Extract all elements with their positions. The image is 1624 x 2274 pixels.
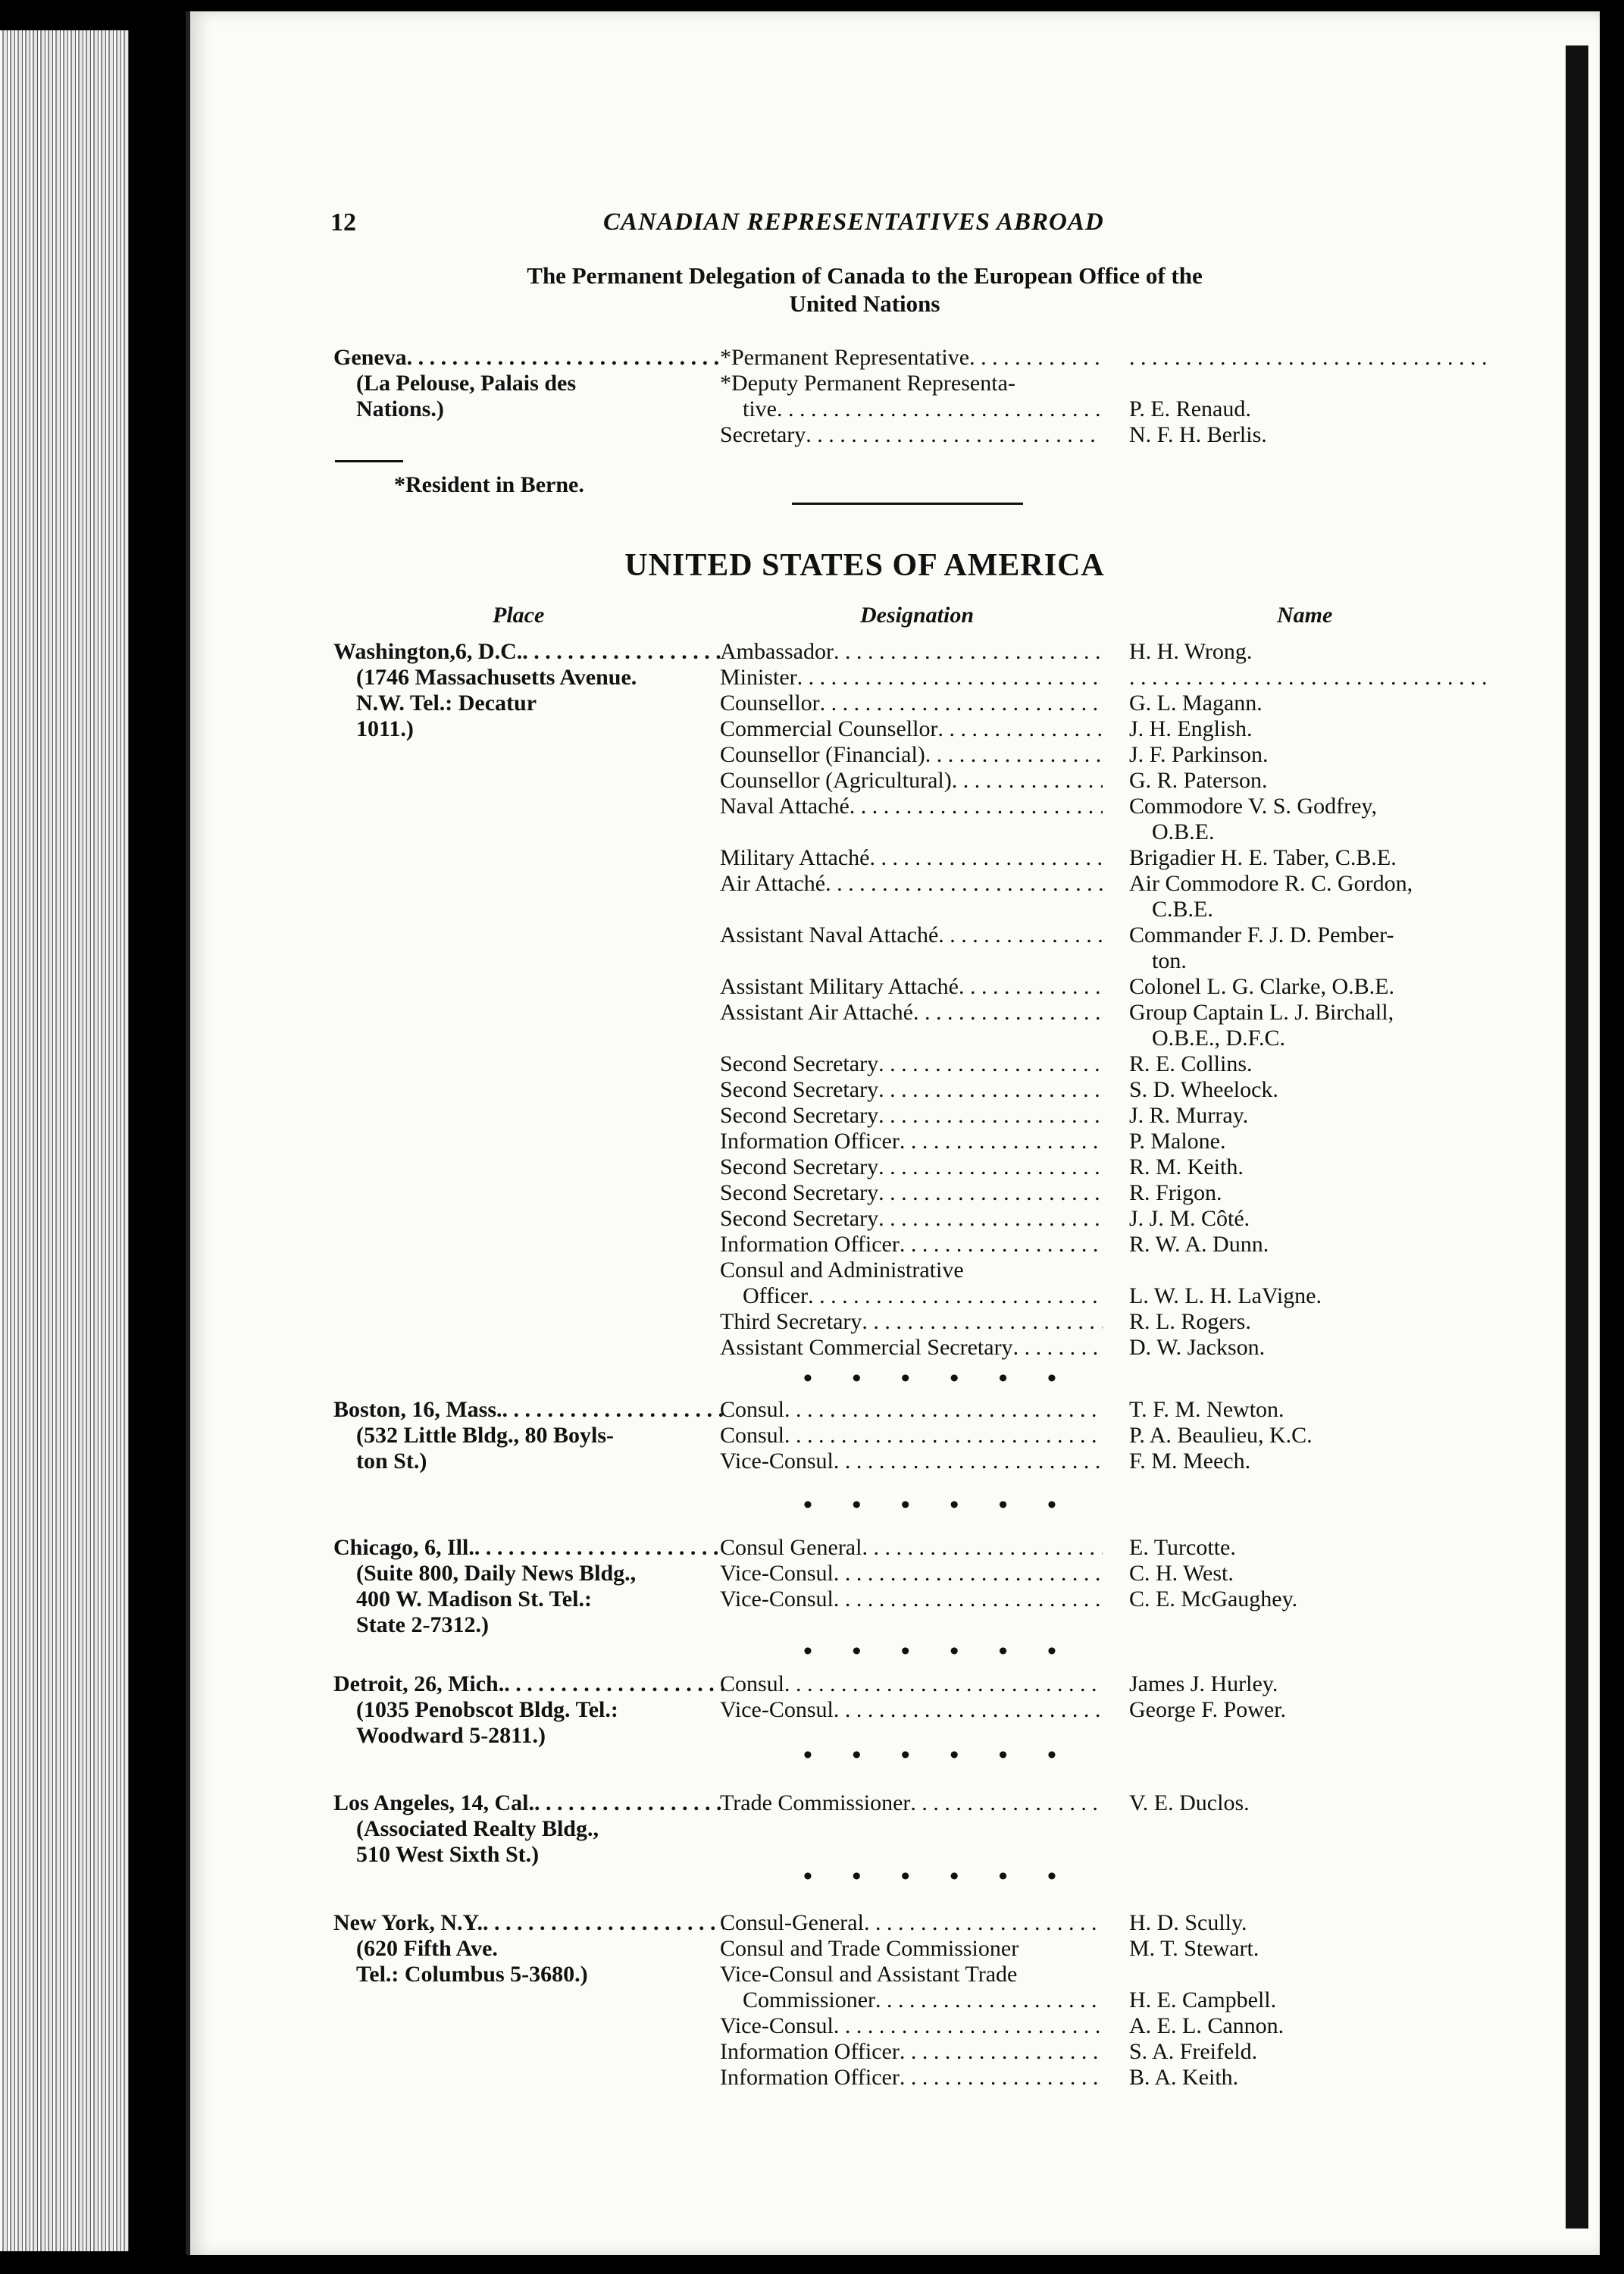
office-address-line: (1746 Massachusetts Avenue. — [356, 665, 637, 690]
designation: Vice-Consul . . . — [720, 1449, 1103, 1474]
person-name: D. W. Jackson. — [1129, 1335, 1266, 1360]
person-name: H. E. Campbell. — [1129, 1987, 1277, 2012]
footnote-rule — [335, 460, 403, 462]
designation: *Permanent Representative . . . — [720, 345, 1103, 371]
page-shadow-edge — [1566, 45, 1588, 2229]
office-place: Detroit, 26, Mich. . . . — [333, 1671, 724, 1697]
country-heading: UNITED STATES OF AMERICA — [624, 548, 1105, 583]
person-name: Group Captain L. J. Birchall, — [1129, 1000, 1394, 1025]
office-address-line: (1035 Penobscot Bldg. Tel.: — [356, 1697, 618, 1722]
designation: Trade Commissioner . . . — [720, 1790, 1103, 1816]
designation: Assistant Commercial Secretary . . . — [720, 1335, 1103, 1361]
person-name: R. W. A. Dunn. — [1129, 1232, 1269, 1257]
footnote: *Resident in Berne. — [394, 472, 584, 497]
designation: Ambassador . . . — [720, 639, 1103, 665]
office-address-line: N.W. Tel.: Decatur — [356, 691, 537, 716]
person-name: H. D. Scully. — [1129, 1910, 1247, 1935]
designation: Vice-Consul . . . — [720, 2013, 1103, 2039]
office-address-line: 510 West Sixth St.) — [356, 1842, 540, 1867]
designation: Commissioner . . . — [743, 1987, 1103, 2013]
separator-dots: • • • • • • — [803, 1741, 1073, 1769]
designation: Minister . . . — [720, 665, 1103, 691]
office-address-line: Tel.: Columbus 5-3680.) — [356, 1962, 588, 1987]
designation: Consul . . . — [720, 1397, 1103, 1423]
person-name: Colonel L. G. Clarke, O.B.E. — [1129, 974, 1394, 999]
person-name: J. R. Murray. — [1129, 1103, 1249, 1128]
office-address-line: 1011.) — [356, 716, 414, 741]
designation: Consul General . . . — [720, 1535, 1103, 1561]
designation: Secretary . . . — [720, 422, 1103, 448]
designation: Information Officer . . . — [720, 1129, 1103, 1154]
person-name: Commodore V. S. Godfrey, — [1129, 794, 1377, 819]
office-address-line: (620 Fifth Ave. — [356, 1936, 498, 1961]
person-name: R. M. Keith. — [1129, 1154, 1244, 1179]
person-name: Air Commodore R. C. Gordon, — [1129, 871, 1413, 896]
office-place: Los Angeles, 14, Cal. . . . — [333, 1790, 724, 1816]
person-name: J. H. English. — [1129, 716, 1253, 741]
office-place: Washington,6, D.C. . . . — [333, 639, 724, 665]
person-name: R. L. Rogers. — [1129, 1309, 1251, 1334]
designation: Commercial Counsellor . . . — [720, 716, 1103, 742]
person-name: O.B.E. — [1152, 819, 1215, 844]
person-name: ton. — [1152, 948, 1187, 973]
vacant-name-leader — [1129, 665, 1493, 691]
designation: Assistant Air Attaché . . . — [720, 1000, 1103, 1026]
designation: Vice-Consul . . . — [720, 1561, 1103, 1586]
designation: Second Secretary . . . — [720, 1103, 1103, 1129]
column-header-designation: Designation — [860, 603, 975, 628]
book-page-edges — [0, 30, 129, 2251]
office-place: Boston, 16, Mass. . . . — [333, 1397, 724, 1423]
person-name: P. E. Renaud. — [1129, 396, 1251, 421]
separator-dots: • • • • • • — [803, 1637, 1073, 1665]
person-name: E. Turcotte. — [1129, 1535, 1236, 1560]
page-number: 12 — [330, 208, 356, 236]
designation: Second Secretary . . . — [720, 1051, 1103, 1077]
office-address-line: (La Pelouse, Palais des — [356, 371, 576, 396]
designation: Second Secretary . . . — [720, 1180, 1103, 1206]
office-address-line: Woodward 5-2811.) — [356, 1723, 546, 1748]
designation: Third Secretary . . . — [720, 1309, 1103, 1335]
column-header-place: Place — [493, 603, 545, 628]
person-name: George F. Power. — [1129, 1697, 1287, 1722]
person-name: L. W. L. H. LaVigne. — [1129, 1283, 1322, 1308]
column-header-name: Name — [1277, 603, 1333, 628]
designation: Second Secretary . . . — [720, 1077, 1103, 1103]
office-address-line: 400 W. Madison St. Tel.: — [356, 1586, 592, 1612]
person-name: T. F. M. Newton. — [1129, 1397, 1284, 1422]
designation: Counsellor (Financial) . . . — [720, 742, 1103, 768]
vacant-name-leader — [1129, 345, 1493, 371]
designation: Consul and Administrative — [720, 1258, 964, 1283]
office-address-line: (532 Little Bldg., 80 Boyls- — [356, 1423, 615, 1448]
person-name: S. D. Wheelock. — [1129, 1077, 1278, 1102]
separator-dots: • • • • • • — [803, 1491, 1073, 1519]
person-name: C. E. McGaughey. — [1129, 1586, 1298, 1612]
designation: Vice-Consul and Assistant Trade — [720, 1962, 1018, 1987]
office-address-line: (Suite 800, Daily News Bldg., — [356, 1561, 637, 1586]
designation: Military Attaché . . . — [720, 845, 1103, 871]
designation: Counsellor (Agricultural) . . . — [720, 768, 1103, 794]
office-place: Geneva . . . — [333, 345, 724, 371]
person-name: S. A. Freifeld. — [1129, 2039, 1258, 2064]
person-name: M. T. Stewart. — [1129, 1936, 1259, 1961]
person-name: Commander F. J. D. Pember- — [1129, 922, 1394, 948]
designation: Information Officer . . . — [720, 2039, 1103, 2065]
delegation-heading-line1: The Permanent Delegation of Canada to the European Office of the — [527, 262, 1203, 289]
person-name: A. E. L. Cannon. — [1129, 2013, 1284, 2038]
delegation-heading-line2: United Nations — [789, 290, 940, 317]
designation: Second Secretary . . . — [720, 1154, 1103, 1180]
person-name: F. M. Meech. — [1129, 1449, 1251, 1474]
designation: Consul . . . — [720, 1423, 1103, 1449]
person-name: O.B.E., D.F.C. — [1152, 1026, 1285, 1051]
designation: Assistant Military Attaché . . . — [720, 974, 1103, 1000]
person-name: H. H. Wrong. — [1129, 639, 1253, 664]
person-name: P. Malone. — [1129, 1129, 1226, 1154]
designation: Assistant Naval Attaché . . . — [720, 922, 1103, 948]
person-name: B. A. Keith. — [1129, 2065, 1239, 2090]
person-name: N. F. H. Berlis. — [1129, 422, 1267, 447]
designation: Consul-General . . . — [720, 1910, 1103, 1936]
running-header — [330, 208, 1399, 239]
designation: Officer . . . — [743, 1283, 1103, 1309]
designation: Air Attaché . . . — [720, 871, 1103, 897]
office-place: New York, N.Y. . . . — [333, 1910, 724, 1936]
designation: Information Officer . . . — [720, 1232, 1103, 1258]
person-name: J. J. M. Côté. — [1129, 1206, 1250, 1231]
page-title: CANADIAN REPRESENTATIVES ABROAD — [603, 208, 1104, 236]
office-address-line: ton St.) — [356, 1449, 427, 1474]
designation: Second Secretary . . . — [720, 1206, 1103, 1232]
office-address-line: (Associated Realty Bldg., — [356, 1816, 599, 1841]
separator-dots: • • • • • • — [803, 1364, 1073, 1392]
office-place: Chicago, 6, Ill. . . . — [333, 1535, 724, 1561]
person-name: C. H. West. — [1129, 1561, 1234, 1586]
person-name: J. F. Parkinson. — [1129, 742, 1269, 767]
designation: Counsellor . . . — [720, 691, 1103, 716]
designation: Consul and Trade Commissioner — [720, 1936, 1019, 1961]
person-name: C.B.E. — [1152, 897, 1213, 922]
person-name: V. E. Duclos. — [1129, 1790, 1250, 1815]
office-address-line: State 2-7312.) — [356, 1612, 489, 1637]
office-address-line: Nations.) — [356, 396, 444, 421]
person-name: G. L. Magann. — [1129, 691, 1263, 716]
section-divider — [792, 503, 1023, 505]
designation: Information Officer . . . — [720, 2065, 1103, 2091]
separator-dots: • • • • • • — [803, 1862, 1073, 1890]
designation: Naval Attaché . . . — [720, 794, 1103, 819]
person-name: James J. Hurley. — [1129, 1671, 1278, 1696]
person-name: P. A. Beaulieu, K.C. — [1129, 1423, 1313, 1448]
person-name: Brigadier H. E. Taber, C.B.E. — [1129, 845, 1397, 870]
designation: *Deputy Permanent Representa- — [720, 371, 1015, 396]
person-name: R. E. Collins. — [1129, 1051, 1253, 1076]
designation: Vice-Consul . . . — [720, 1586, 1103, 1612]
designation: tive . . . — [743, 396, 1103, 422]
person-name: G. R. Paterson. — [1129, 768, 1268, 793]
person-name: R. Frigon. — [1129, 1180, 1222, 1205]
designation: Consul . . . — [720, 1671, 1103, 1697]
designation: Vice-Consul . . . — [720, 1697, 1103, 1723]
